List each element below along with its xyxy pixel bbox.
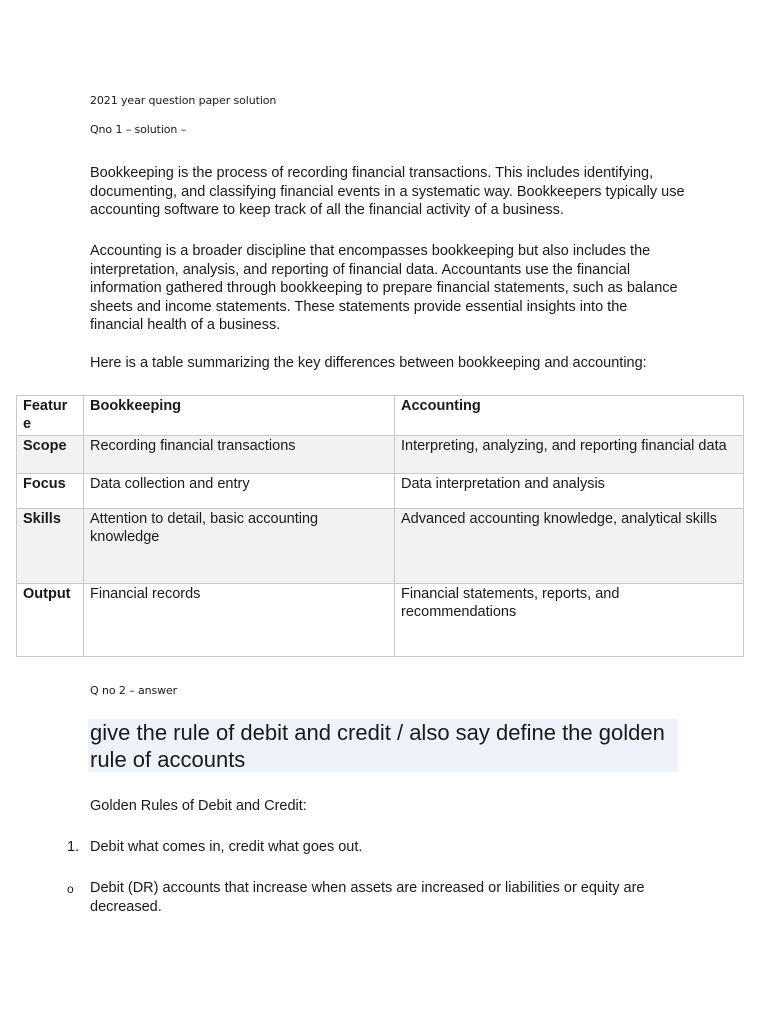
list-number-marker: 1. [67, 839, 80, 855]
question-2-label: Q no 2 – answer [90, 684, 178, 697]
paragraph-bookkeeping: Bookkeeping is the process of recording financial transactions. This includes identifying, documenting, and classifying financial events in a systematic way. Bookkeepers typically use accounting software to keep track of all the financial activity of a business. [90, 165, 685, 218]
table-cell-feature: Skills [17, 509, 84, 584]
table-cell: Interpreting, analyzing, and reporting financial data [395, 436, 744, 474]
table-cell: Data interpretation and analysis [395, 474, 744, 509]
table-cell-feature: Output [17, 584, 84, 657]
list-item-2: Debit (DR) accounts that increase when assets are increased or liabilities or equity are decreased. [90, 880, 645, 915]
table-cell-feature: Scope [17, 436, 84, 474]
paragraph-accounting: Accounting is a broader discipline that encompasses bookkeeping but also includes the interpretation, analysis, and reporting of financial data. Accountants use the financial information gathered through bookkeeping to prepare financial statements, such as balance sheets and income statements. These statements provide essential insights into the financial health of a business. [90, 243, 678, 333]
table-header-cell: Featur e [17, 396, 84, 436]
table-cell: Financial records [84, 584, 395, 657]
document-title-line: 2021 year question paper solution [90, 94, 277, 107]
table-row [17, 509, 744, 584]
table-row [17, 584, 744, 657]
table-cell: Financial statements, reports, and recommendations [395, 584, 744, 657]
list-bullet-marker: o [67, 882, 74, 896]
table-row [17, 474, 744, 509]
list-item-1: Debit what comes in, credit what goes out. [90, 839, 363, 855]
table-cell: Recording financial transactions [84, 436, 395, 474]
differences-table [16, 395, 744, 657]
table-cell: Attention to detail, basic accounting knowledge [84, 509, 395, 584]
table-cell-feature: Focus [17, 474, 84, 509]
question-2-heading: give the rule of debit and credit / also say define the golden rule of accounts [90, 720, 665, 772]
table-header-cell: Accounting [395, 396, 744, 436]
table-row [17, 436, 744, 474]
table-cell: Data collection and entry [84, 474, 395, 509]
table-cell: Advanced accounting knowledge, analytical skills [395, 509, 744, 584]
paragraph-table-intro: Here is a table summarizing the key differences between bookkeeping and accounting: [90, 355, 647, 371]
table-header-row [17, 396, 744, 436]
golden-rules-title: Golden Rules of Debit and Credit: [90, 798, 307, 814]
question-1-label: Qno 1 – solution – [90, 123, 187, 136]
table-header-cell: Bookkeeping [84, 396, 395, 436]
